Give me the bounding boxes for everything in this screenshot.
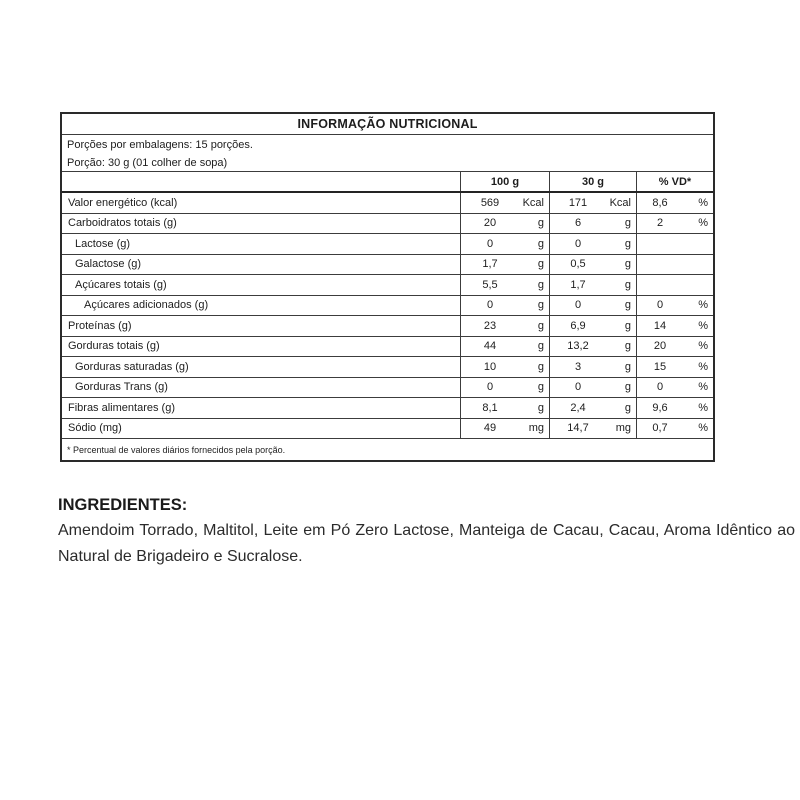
value-30g: 1,7 xyxy=(570,278,586,291)
unit-30g: mg xyxy=(615,422,631,435)
row-label: Açúcares totais (g) xyxy=(62,275,461,295)
value-vd: 2 xyxy=(656,217,664,230)
unit-100g: g xyxy=(537,299,544,312)
unit-30g: g xyxy=(624,401,631,414)
unit-30g: g xyxy=(624,319,631,332)
value-vd: 0,7 xyxy=(652,422,668,435)
row-value-30g xyxy=(550,234,637,254)
percent-sign: % xyxy=(698,196,708,209)
row-value-100g xyxy=(461,316,550,336)
percent-sign: % xyxy=(698,217,708,230)
unit-30g: g xyxy=(624,360,631,373)
percent-sign: % xyxy=(698,401,708,414)
value-100g: 569 xyxy=(480,196,500,209)
servings-per-package: Porções por embalagens: 15 porções. xyxy=(67,139,253,151)
row-value-vd xyxy=(637,357,713,377)
row-value-100g xyxy=(461,296,550,316)
table-row xyxy=(62,255,713,276)
row-value-100g xyxy=(461,193,550,213)
row-value-30g xyxy=(550,255,637,275)
row-value-vd xyxy=(637,255,713,275)
unit-100g: g xyxy=(537,360,544,373)
value-100g: 49 xyxy=(483,422,497,435)
unit-30g: g xyxy=(624,381,631,394)
unit-100g: mg xyxy=(528,422,544,435)
table-row xyxy=(62,275,713,296)
column-header-row xyxy=(62,172,713,193)
value-30g: 6,9 xyxy=(570,319,586,332)
nutrition-rows xyxy=(62,193,713,439)
unit-30g: g xyxy=(624,278,631,291)
row-label: Lactose (g) xyxy=(62,234,461,254)
value-vd: 0 xyxy=(656,381,664,394)
nutrition-table xyxy=(60,112,715,462)
row-label: Sódio (mg) xyxy=(62,419,461,439)
percent-sign: % xyxy=(698,299,708,312)
value-100g: 44 xyxy=(483,340,497,353)
value-vd: 14 xyxy=(653,319,667,332)
row-label: Gorduras saturadas (g) xyxy=(62,357,461,377)
row-value-100g xyxy=(461,255,550,275)
percent-sign: % xyxy=(698,360,708,373)
unit-100g: g xyxy=(537,340,544,353)
footnote: * Percentual de valores diários fornecidos pela porção. xyxy=(67,444,286,455)
column-header-vd: % VD* xyxy=(658,175,692,188)
row-value-vd xyxy=(637,398,713,418)
column-header-100g: 100 g xyxy=(461,172,550,191)
value-vd: 20 xyxy=(653,340,667,353)
row-value-30g xyxy=(550,337,637,357)
unit-30g: Kcal xyxy=(609,196,631,209)
ingredients-text: Amendoim Torrado, Maltitol, Leite em Pó Zero Lactose, Manteiga de Cacau, Cacau, Aroma Idêntico ao Natural de Brigadeiro e Sucralose. xyxy=(58,522,795,565)
value-100g: 0 xyxy=(486,381,494,394)
value-vd: 9,6 xyxy=(652,401,668,414)
column-header-empty xyxy=(62,172,461,191)
value-30g: 0,5 xyxy=(570,258,586,271)
ingredients-heading: INGREDIENTES: xyxy=(58,496,188,514)
table-row xyxy=(62,214,713,235)
unit-100g: g xyxy=(537,278,544,291)
value-30g: 0 xyxy=(574,381,582,394)
value-vd: 8,6 xyxy=(652,196,668,209)
table-row xyxy=(62,337,713,358)
row-value-30g xyxy=(550,193,637,213)
table-row xyxy=(62,378,713,399)
row-value-30g xyxy=(550,378,637,398)
row-label: Proteínas (g) xyxy=(62,316,461,336)
row-value-100g xyxy=(461,337,550,357)
unit-100g: g xyxy=(537,319,544,332)
value-100g: 8,1 xyxy=(482,401,498,414)
column-header-30g: 30 g xyxy=(550,172,637,191)
percent-sign: % xyxy=(698,319,708,332)
row-value-100g xyxy=(461,275,550,295)
value-30g: 2,4 xyxy=(570,401,586,414)
unit-30g: g xyxy=(624,237,631,250)
row-value-100g xyxy=(461,398,550,418)
unit-100g: Kcal xyxy=(522,196,544,209)
row-value-vd xyxy=(637,419,713,439)
table-row xyxy=(62,398,713,419)
row-label: Gorduras totais (g) xyxy=(62,337,461,357)
value-30g: 3 xyxy=(574,360,582,373)
value-30g: 13,2 xyxy=(567,340,589,353)
unit-100g: g xyxy=(537,237,544,250)
value-30g: 14,7 xyxy=(567,422,589,435)
row-value-vd xyxy=(637,296,713,316)
value-vd: 0 xyxy=(656,299,664,312)
unit-30g: g xyxy=(624,217,631,230)
unit-30g: g xyxy=(624,258,631,271)
value-100g: 5,5 xyxy=(482,278,498,291)
unit-30g: g xyxy=(624,340,631,353)
row-label: Valor energético (kcal) xyxy=(62,193,461,213)
value-30g: 0 xyxy=(574,237,582,250)
ingredients-section xyxy=(58,496,795,570)
row-value-vd xyxy=(637,214,713,234)
value-30g: 0 xyxy=(574,299,582,312)
value-100g: 1,7 xyxy=(482,258,498,271)
unit-30g: g xyxy=(624,299,631,312)
row-value-vd xyxy=(637,234,713,254)
unit-100g: g xyxy=(537,381,544,394)
row-value-30g xyxy=(550,419,637,439)
value-30g: 171 xyxy=(568,196,588,209)
row-value-100g xyxy=(461,378,550,398)
value-30g: 6 xyxy=(574,217,582,230)
row-value-100g xyxy=(461,214,550,234)
row-label: Gorduras Trans (g) xyxy=(62,378,461,398)
row-value-30g xyxy=(550,296,637,316)
percent-sign: % xyxy=(698,381,708,394)
value-100g: 0 xyxy=(486,237,494,250)
unit-100g: g xyxy=(537,217,544,230)
table-title: INFORMAÇÃO NUTRICIONAL xyxy=(297,117,478,131)
serving-size: Porção: 30 g (01 colher de sopa) xyxy=(67,156,228,169)
table-title-row xyxy=(62,114,713,135)
unit-100g: g xyxy=(537,258,544,271)
row-value-30g xyxy=(550,275,637,295)
row-value-100g xyxy=(461,234,550,254)
row-value-vd xyxy=(637,275,713,295)
row-value-30g xyxy=(550,214,637,234)
row-label: Carboidratos totais (g) xyxy=(62,214,461,234)
footnote-row xyxy=(62,439,713,460)
percent-sign: % xyxy=(698,422,708,435)
table-row xyxy=(62,357,713,378)
row-value-100g xyxy=(461,419,550,439)
row-value-vd xyxy=(637,378,713,398)
row-label: Açúcares adicionados (g) xyxy=(62,296,461,316)
value-vd: 15 xyxy=(653,360,667,373)
value-100g: 0 xyxy=(486,299,494,312)
row-value-100g xyxy=(461,357,550,377)
row-label: Fibras alimentares (g) xyxy=(62,398,461,418)
percent-sign: % xyxy=(698,340,708,353)
row-value-30g xyxy=(550,398,637,418)
table-row xyxy=(62,316,713,337)
table-row xyxy=(62,234,713,255)
row-value-vd xyxy=(637,193,713,213)
table-row xyxy=(62,193,713,214)
servings-section xyxy=(62,135,713,172)
value-100g: 20 xyxy=(483,217,497,230)
row-value-30g xyxy=(550,316,637,336)
row-label: Galactose (g) xyxy=(62,255,461,275)
row-value-vd xyxy=(637,337,713,357)
value-100g: 10 xyxy=(483,360,497,373)
table-row xyxy=(62,296,713,317)
row-value-30g xyxy=(550,357,637,377)
table-row xyxy=(62,419,713,440)
value-100g: 23 xyxy=(483,319,497,332)
unit-100g: g xyxy=(537,401,544,414)
row-value-vd xyxy=(637,316,713,336)
